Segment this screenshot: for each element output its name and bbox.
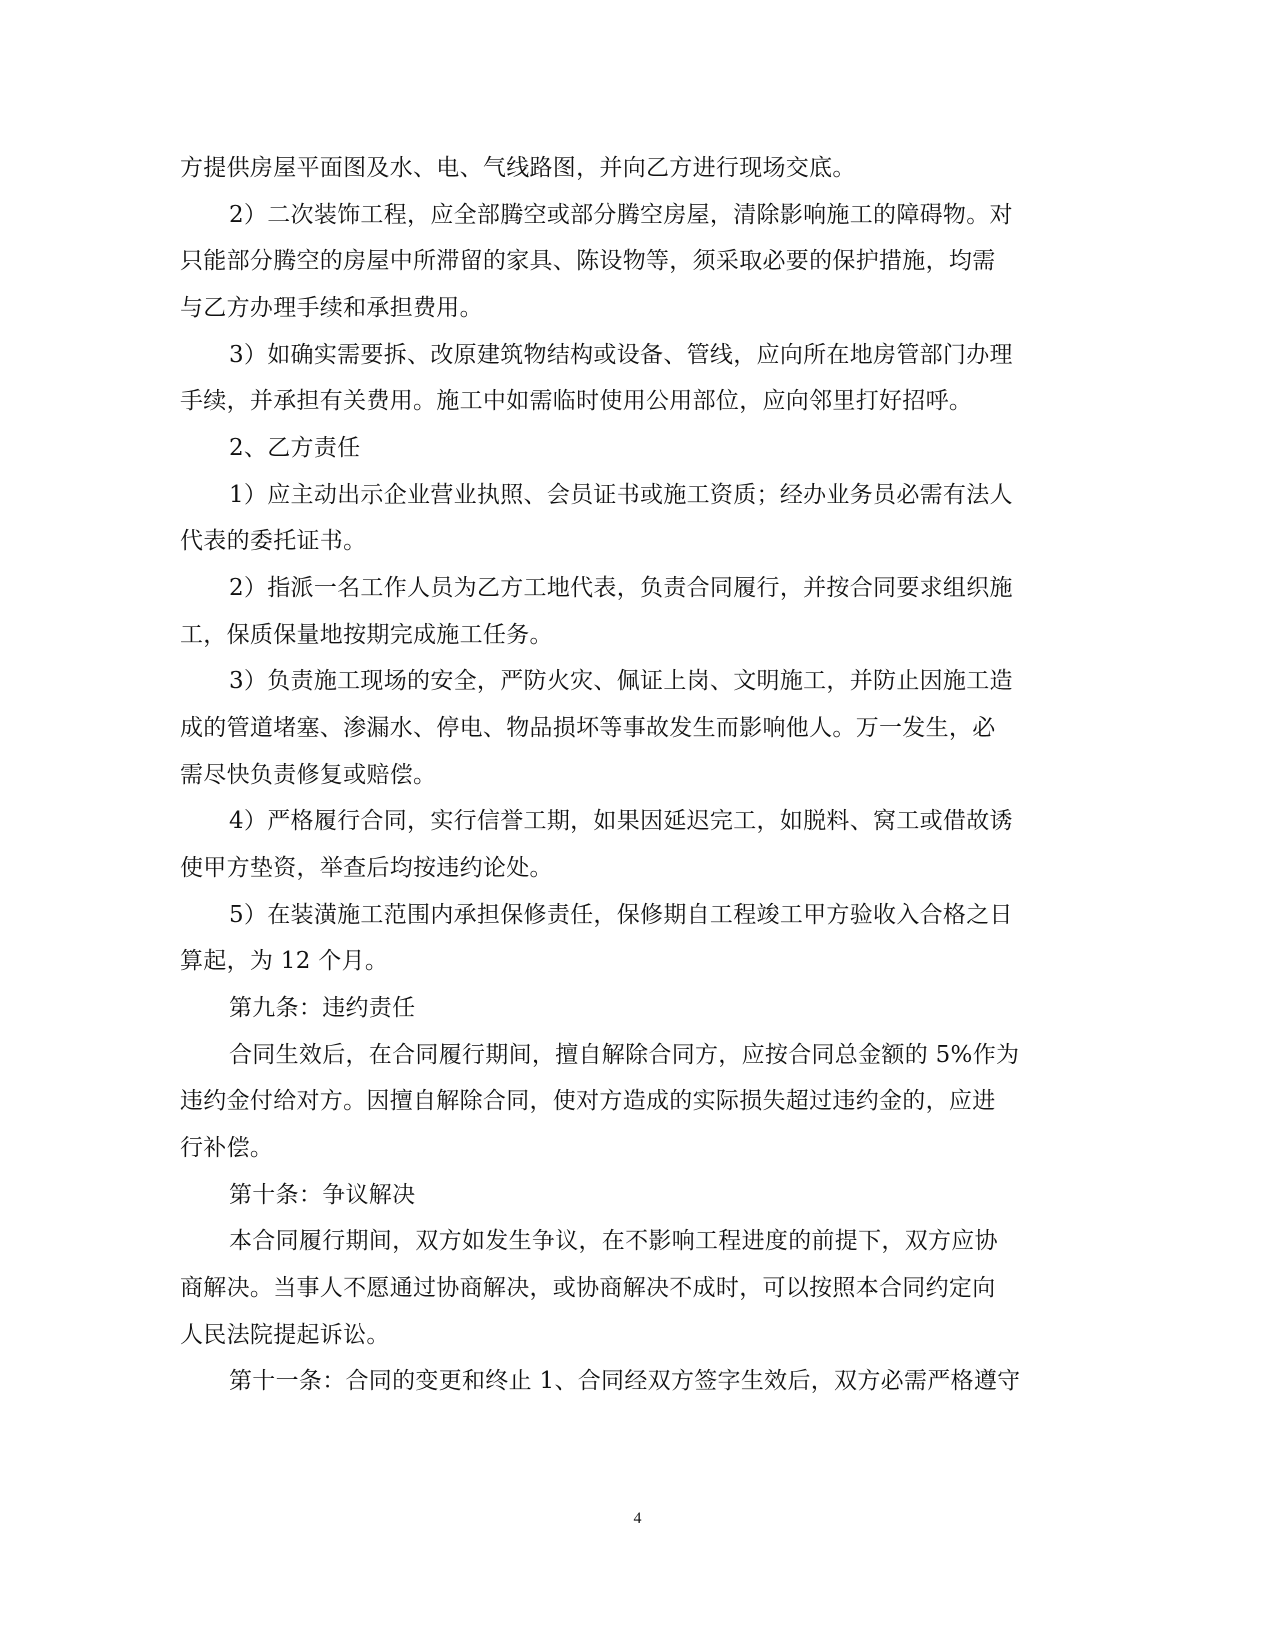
text-line: 算起，为 12 个月。 [180, 948, 389, 974]
text-line: 需尽快负责修复或赔偿。 [180, 762, 437, 788]
text-line: 只能部分腾空的房屋中所滞留的家具、陈设物等，须采取必要的保护措施，均需 [180, 248, 996, 274]
text-line: 合同生效后，在合同履行期间，擅自解除合同方，应按合同总金额的 5%作为 [229, 1042, 1020, 1068]
text-line: 4）严格履行合同，实行信誉工期，如果因延迟完工，如脱料、窝工或借故诱 [229, 808, 1013, 834]
section-heading: 2、乙方责任 [229, 435, 361, 461]
text-line: 使甲方垫资，举查后均按违约论处。 [180, 855, 553, 881]
text-line: 成的管道堵塞、渗漏水、停电、物品损坏等事故发生而影响他人。万一发生，必 [180, 715, 996, 741]
text-line: 2）二次装饰工程，应全部腾空或部分腾空房屋，清除影响施工的障碍物。对 [229, 202, 1013, 228]
section-heading: 第十条：争议解决 [229, 1182, 416, 1208]
text-line: 3）负责施工现场的安全，严防火灾、佩证上岗、文明施工，并防止因施工造 [229, 668, 1013, 694]
text-line: 手续，并承担有关费用。施工中如需临时使用公用部位，应向邻里打好招呼。 [180, 388, 973, 414]
section-heading: 第十一条：合同的变更和终止 1、合同经双方签字生效后，双方必需严格遵守 [229, 1368, 1021, 1394]
text-line: 本合同履行期间，双方如发生争议，在不影响工程进度的前提下，双方应协 [229, 1228, 998, 1254]
page-number: 4 [633, 1510, 642, 1527]
text-line: 人民法院提起诉讼。 [180, 1322, 390, 1348]
text-line: 1）应主动出示企业营业执照、会员证书或施工资质；经办业务员必需有法人 [229, 482, 1013, 508]
text-line: 方提供房屋平面图及水、电、气线路图，并向乙方进行现场交底。 [180, 155, 856, 181]
section-heading: 第九条：违约责任 [229, 995, 416, 1021]
text-line: 行补偿。 [180, 1135, 274, 1161]
text-line: 3）如确实需要拆、改原建筑物结构或设备、管线，应向所在地房管部门办理 [229, 342, 1013, 368]
text-line: 工，保质保量地按期完成施工任务。 [180, 622, 553, 648]
text-line: 违约金付给对方。因擅自解除合同，使对方造成的实际损失超过违约金的，应进 [180, 1088, 996, 1114]
text-line: 与乙方办理手续和承担费用。 [180, 295, 483, 321]
text-line: 商解决。当事人不愿通过协商解决，或协商解决不成时，可以按照本合同约定向 [180, 1275, 996, 1301]
text-line: 5）在装潢施工范围内承担保修责任，保修期自工程竣工甲方验收入合格之日 [229, 902, 1013, 928]
text-line: 代表的委托证书。 [180, 528, 367, 554]
text-line: 2）指派一名工作人员为乙方工地代表，负责合同履行，并按合同要求组织施 [229, 575, 1013, 601]
